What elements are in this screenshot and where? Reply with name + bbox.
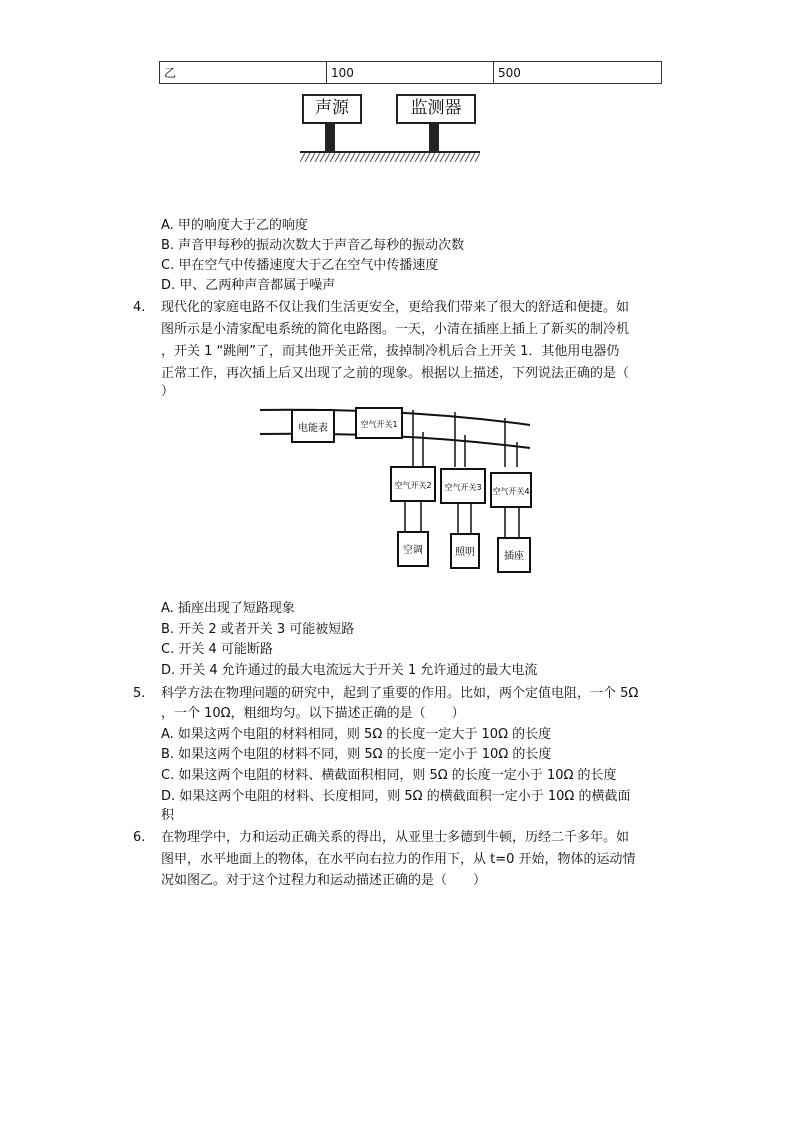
q5-number: 5.: [133, 686, 146, 701]
q3-option-d: D. 甲、乙两种声音都属于噪声: [161, 278, 336, 293]
q4-option-b: B. 开关 2 或者开关 3 可能被短路: [161, 622, 355, 637]
table-cell: 500: [494, 62, 662, 84]
q4-option-a: A. 插座出现了短路现象: [161, 601, 295, 616]
q3-option-c: C. 甲在空气中传播速度大于乙在空气中传播速度: [161, 258, 439, 273]
q6-line: 在物理学中，力和运动正确关系的得出，从亚里士多德到牛顿，历经二千多年。如: [161, 830, 630, 845]
q4-line: ）: [161, 384, 175, 399]
q5-option-a: A. 如果这两个电阻的材料相同，则 5Ω 的长度一定大于 10Ω 的长度: [161, 727, 552, 742]
q6-line: 图甲，水平地面上的物体，在水平向右拉力的作用下，从 t=0 开始，物体的运动情: [161, 852, 636, 867]
switch3-label: 空气开关3: [444, 483, 482, 492]
monitor-sign: 监测器: [396, 94, 476, 124]
q4-option-c: C. 开关 4 可能断路: [161, 642, 273, 657]
table-cell: 100: [327, 62, 494, 84]
q4-line: ，开关 1 “跳闸”了，而其他开关正常，拔掉制冷机后合上开关 1．其他用电器仍: [161, 344, 620, 359]
q5-option-d-cont: 积: [161, 808, 175, 823]
q5-option-d: D. 如果这两个电阻的材料、长度相同，则 5Ω 的横截面积一定小于 10Ω 的横截面: [161, 789, 631, 804]
q5-line: 科学方法在物理问题的研究中，起到了重要的作用。比如，两个定值电阻，一个 5Ω: [161, 686, 639, 701]
q4-line: 图所示是小清家配电系统的简化电路图。一天，小清在插座上插上了新买的制冷机: [161, 322, 630, 337]
ground-hatch: [300, 150, 480, 164]
q6-number: 6.: [133, 830, 146, 845]
table-cell: 乙: [160, 62, 327, 84]
q5-option-c: C. 如果这两个电阻的材料、横截面积相同，则 5Ω 的长度一定小于 10Ω 的长度: [161, 768, 617, 783]
q4-line: 正常工作，再次插上后又出现了之前的现象。根据以上描述，下列说法正确的是（: [161, 366, 630, 381]
table-row: [160, 62, 662, 84]
load-ac-label: 空调: [403, 545, 423, 556]
q5-line: ，一个 10Ω，粗细均匀。以下描述正确的是（ ）: [161, 706, 465, 721]
switch1-label: 空气开关1: [360, 420, 398, 429]
circuit-diagram: [255, 400, 535, 580]
switch4-label: 空气开关4: [492, 487, 530, 496]
sound-source-post: [325, 122, 335, 152]
q6-line: 况如图乙。对于这个过程力和运动描述正确的是（ ）: [161, 873, 487, 888]
load-lighting-label: 照明: [455, 547, 475, 558]
q4-option-d: D. 开关 4 允许通过的最大电流远大于开关 1 允许通过的最大电流: [161, 663, 538, 678]
q5-option-b: B. 如果这两个电阻的材料不同，则 5Ω 的长度一定小于 10Ω 的长度: [161, 747, 552, 762]
q4-line: 现代化的家庭电路不仅让我们生活更安全，更给我们带来了很大的舒适和便捷。如: [161, 300, 630, 315]
switch2-label: 空气开关2: [394, 481, 432, 490]
load-socket-label: 插座: [504, 551, 524, 562]
q4-number: 4.: [133, 300, 146, 315]
monitor-post: [429, 122, 439, 152]
data-table: [159, 61, 662, 84]
q3-option-a: A. 甲的响度大于乙的响度: [161, 218, 308, 233]
q3-option-b: B. 声音甲每秒的振动次数大于声音乙每秒的振动次数: [161, 238, 465, 253]
sound-source-sign: 声源: [302, 94, 362, 124]
meter-label: 电能表: [298, 423, 328, 434]
